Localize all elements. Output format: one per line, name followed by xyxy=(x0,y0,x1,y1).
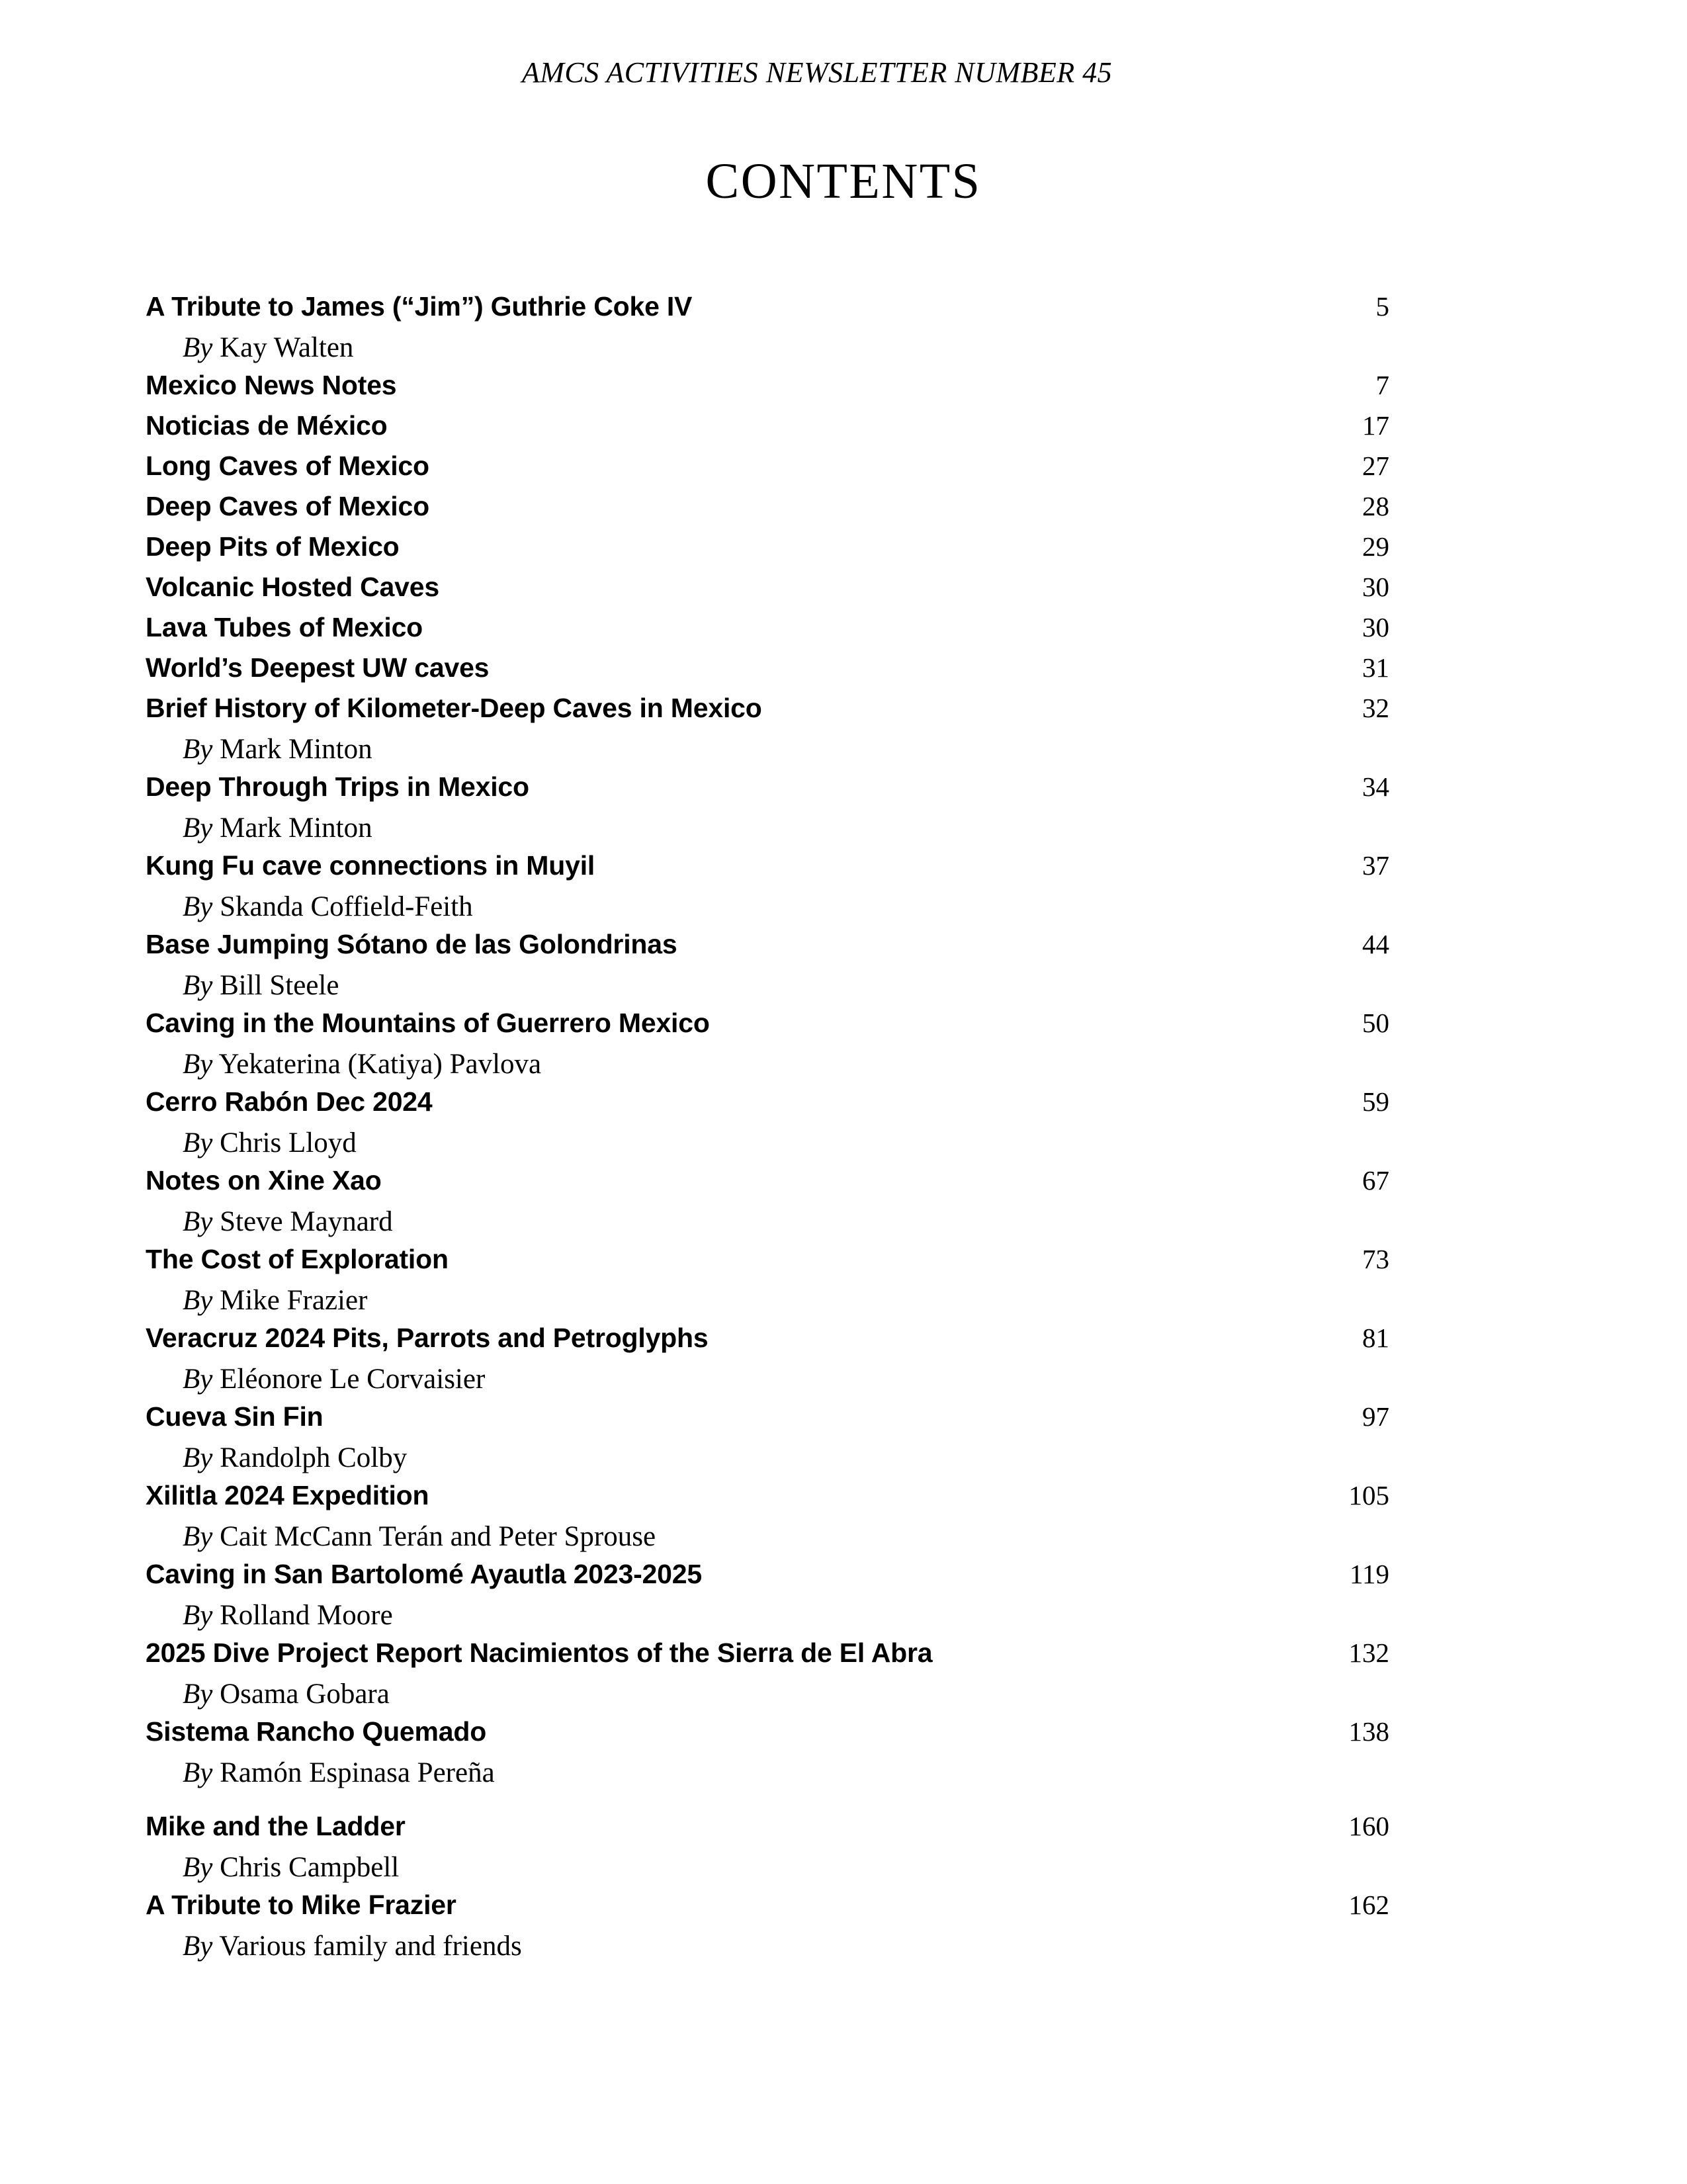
toc-entry-author xyxy=(183,891,473,924)
toc-entry-author-row xyxy=(146,1205,1403,1244)
toc-entry-row[interactable] xyxy=(146,572,1403,612)
toc-entry-title[interactable]: Base Jumping Sótano de las Golondrinas xyxy=(146,929,677,959)
toc-entry-author xyxy=(183,1363,485,1396)
toc-entry-page-number: 44 xyxy=(1362,929,1389,959)
toc-entry-page-number: 31 xyxy=(1362,652,1389,683)
by-label: By xyxy=(183,1442,213,1473)
toc-entry-author-row xyxy=(146,733,1403,771)
by-label: By xyxy=(183,1931,213,1962)
toc-entry-author-row xyxy=(146,891,1403,929)
by-label: By xyxy=(183,970,213,1001)
toc-entry[interactable] xyxy=(146,1559,1403,1638)
author-name: Cait McCann Terán and Peter Sprouse xyxy=(220,1521,656,1552)
by-label: By xyxy=(183,1364,213,1395)
toc-entry-row[interactable] xyxy=(146,1559,1403,1599)
author-name: Eléonore Le Corvaisier xyxy=(220,1364,486,1395)
toc-entry-page-number: 160 xyxy=(1348,1811,1389,1841)
toc-entry-author xyxy=(183,1599,393,1632)
author-name: Mark Minton xyxy=(220,812,372,844)
toc-entry-page-number: 73 xyxy=(1362,1244,1389,1274)
toc-entry-author-row xyxy=(146,1127,1403,1165)
toc-entry-author-row xyxy=(146,1442,1403,1480)
toc-entry-row[interactable] xyxy=(146,693,1403,733)
toc-entry-row[interactable] xyxy=(146,850,1403,891)
toc-entry-row[interactable] xyxy=(146,1401,1403,1442)
toc-entry-row[interactable] xyxy=(146,1811,1403,1851)
toc-entry-author-row xyxy=(146,1363,1403,1401)
toc-entry-author-row xyxy=(146,969,1403,1008)
author-name: Skanda Coffield-Feith xyxy=(220,891,473,922)
toc-entry-author-row xyxy=(146,331,1403,370)
toc-entry[interactable] xyxy=(146,531,1403,572)
toc-entry-row[interactable] xyxy=(146,291,1403,331)
toc-entry[interactable] xyxy=(146,1165,1403,1244)
toc-entry[interactable] xyxy=(146,291,1403,370)
author-name: Various family and friends xyxy=(219,1931,522,1962)
toc-entry-row[interactable] xyxy=(146,491,1403,531)
by-label: By xyxy=(183,1127,213,1158)
toc-entry-author xyxy=(183,1851,399,1884)
author-name: Ramón Espinasa Pereña xyxy=(220,1757,495,1788)
toc-entry-author-row xyxy=(146,1520,1403,1559)
toc-entry-author xyxy=(183,1678,390,1711)
toc-entry-title[interactable]: Lava Tubes of Mexico xyxy=(146,612,423,642)
author-name: Bill Steele xyxy=(220,970,339,1001)
toc-entry[interactable] xyxy=(146,1716,1403,1811)
toc-entry-author xyxy=(183,1757,495,1790)
toc-entry-page-number: 17 xyxy=(1362,410,1389,441)
toc-entry-author xyxy=(183,1930,522,1963)
author-name: Mike Frazier xyxy=(220,1285,368,1316)
author-name: Randolph Colby xyxy=(220,1442,408,1473)
toc-entry[interactable] xyxy=(146,1401,1403,1480)
page-title: CONTENTS xyxy=(705,153,982,209)
toc-entry-author xyxy=(183,812,372,845)
toc-entry-title[interactable]: Xilitla 2024 Expedition xyxy=(146,1480,429,1510)
author-name: Chris Campbell xyxy=(220,1852,400,1883)
toc-entry[interactable] xyxy=(146,491,1403,531)
toc-entry-page-number: 30 xyxy=(1362,612,1389,642)
author-name: Kay Walten xyxy=(220,332,354,363)
toc-entry-title[interactable]: Sistema Rancho Quemado xyxy=(146,1716,487,1747)
toc-entry-title[interactable]: Brief History of Kilometer-Deep Caves in Mexico xyxy=(146,693,762,723)
toc-entry-row[interactable] xyxy=(146,1890,1403,1930)
toc-entry-author xyxy=(183,1127,357,1160)
toc-entry[interactable] xyxy=(146,929,1403,1008)
toc-entry-row[interactable] xyxy=(146,929,1403,969)
toc-entry[interactable] xyxy=(146,1480,1403,1559)
by-label: By xyxy=(183,734,213,765)
by-label: By xyxy=(183,1679,213,1710)
toc-entry-page-number: 28 xyxy=(1362,491,1389,521)
author-name: Chris Lloyd xyxy=(220,1127,357,1158)
by-label: By xyxy=(183,812,213,844)
toc-entry-row[interactable] xyxy=(146,771,1403,812)
toc-entry-row[interactable] xyxy=(146,1086,1403,1127)
toc-entry-page-number: 119 xyxy=(1350,1559,1389,1589)
toc-entry[interactable] xyxy=(146,612,1403,652)
toc-entry-title[interactable]: Deep Caves of Mexico xyxy=(146,491,429,521)
toc-entry-title[interactable]: Cerro Rabón Dec 2024 xyxy=(146,1086,433,1117)
toc-entry-row[interactable] xyxy=(146,652,1403,693)
toc-entry-title[interactable]: A Tribute to James (“Jim”) Guthrie Coke IV xyxy=(146,291,693,322)
toc-entry-title[interactable]: Kung Fu cave connections in Muyil xyxy=(146,850,595,881)
toc-entry-page-number: 59 xyxy=(1362,1086,1389,1117)
toc-entry-page-number: 105 xyxy=(1348,1480,1389,1510)
toc-entry-author-row xyxy=(146,1851,1403,1890)
toc-entry-title[interactable]: Veracruz 2024 Pits, Parrots and Petroglyphs xyxy=(146,1323,709,1353)
toc-entry-title[interactable]: Cueva Sin Fin xyxy=(146,1401,324,1432)
toc-entry-row[interactable] xyxy=(146,1244,1403,1284)
toc-entry-author-row xyxy=(146,1930,1403,1968)
by-label: By xyxy=(183,1206,213,1237)
toc-entry-row[interactable] xyxy=(146,1323,1403,1363)
toc-entry-author xyxy=(183,1205,393,1239)
table-of-contents xyxy=(146,291,1403,1968)
by-label: By xyxy=(183,332,213,363)
toc-entry-title[interactable]: Mike and the Ladder xyxy=(146,1811,406,1841)
toc-entry[interactable] xyxy=(146,572,1403,612)
by-label: By xyxy=(183,1600,213,1631)
toc-entry-page-number: 5 xyxy=(1375,291,1389,322)
toc-entry-row[interactable] xyxy=(146,1638,1403,1678)
author-name: Yekaterina (Katiya) Pavlova xyxy=(218,1049,542,1080)
toc-entry-author-row xyxy=(146,1678,1403,1716)
toc-entry[interactable] xyxy=(146,771,1403,850)
author-name: Osama Gobara xyxy=(220,1679,390,1710)
toc-entry-author-row xyxy=(146,1048,1403,1086)
toc-entry-row[interactable] xyxy=(146,1716,1403,1757)
by-label: By xyxy=(183,1049,213,1080)
toc-entry-title[interactable]: Noticias de México xyxy=(146,410,388,441)
author-name: Steve Maynard xyxy=(220,1206,393,1237)
toc-entry[interactable] xyxy=(146,1244,1403,1323)
toc-entry-author-row xyxy=(146,1599,1403,1638)
toc-entry-author xyxy=(183,331,353,365)
toc-entry-author-row xyxy=(146,812,1403,850)
toc-entry-author xyxy=(183,1048,541,1081)
toc-entry-title[interactable]: 2025 Dive Project Report Nacimientos of the Sierra de El Abra xyxy=(146,1638,933,1668)
toc-entry-page-number: 37 xyxy=(1362,850,1389,881)
toc-entry-title[interactable]: Deep Through Trips in Mexico xyxy=(146,771,529,802)
toc-entry-title[interactable]: Notes on Xine Xao xyxy=(146,1165,382,1196)
toc-entry-page-number: 97 xyxy=(1362,1401,1389,1432)
toc-entry-page-number: 67 xyxy=(1362,1165,1389,1196)
toc-entry-title[interactable]: The Cost of Exploration xyxy=(146,1244,449,1274)
toc-entry[interactable] xyxy=(146,652,1403,693)
toc-entry-author xyxy=(183,1520,656,1553)
toc-entry-row[interactable] xyxy=(146,531,1403,572)
toc-entry-page-number: 32 xyxy=(1362,693,1389,723)
toc-entry-page-number: 138 xyxy=(1348,1716,1389,1747)
toc-entry-author-row xyxy=(146,1757,1403,1811)
toc-entry[interactable] xyxy=(146,410,1403,451)
toc-entry-title[interactable]: Volcanic Hosted Caves xyxy=(146,572,439,602)
toc-entry-page-number: 27 xyxy=(1362,451,1389,481)
by-label: By xyxy=(183,1852,213,1883)
by-label: By xyxy=(183,1285,213,1316)
toc-entry-page-number: 50 xyxy=(1362,1008,1389,1038)
toc-entry-row[interactable] xyxy=(146,1165,1403,1205)
toc-entry-page-number: 132 xyxy=(1348,1638,1389,1668)
toc-entry-row[interactable] xyxy=(146,370,1403,410)
toc-entry[interactable] xyxy=(146,451,1403,491)
author-name: Mark Minton xyxy=(220,734,372,765)
toc-entry-title[interactable]: Mexico News Notes xyxy=(146,370,397,400)
toc-entry-row[interactable] xyxy=(146,1480,1403,1520)
toc-entry[interactable] xyxy=(146,693,1403,771)
toc-entry-title[interactable]: Deep Pits of Mexico xyxy=(146,531,400,562)
toc-entry-row[interactable] xyxy=(146,1008,1403,1048)
toc-entry[interactable] xyxy=(146,1811,1403,1890)
running-head: AMCS ACTIVITIES NEWSLETTER NUMBER 45 xyxy=(521,56,1113,89)
toc-entry[interactable] xyxy=(146,1008,1403,1086)
toc-entry-page-number: 7 xyxy=(1375,370,1389,400)
toc-entry-author xyxy=(183,969,339,1002)
toc-entry-title[interactable]: Caving in San Bartolomé Ayautla 2023-2025 xyxy=(146,1559,702,1589)
author-name: Rolland Moore xyxy=(220,1600,393,1631)
toc-entry-page-number: 30 xyxy=(1362,572,1389,602)
by-label: By xyxy=(183,1757,213,1788)
toc-entry-row[interactable] xyxy=(146,410,1403,451)
toc-entry[interactable] xyxy=(146,850,1403,929)
toc-entry-page-number: 81 xyxy=(1362,1323,1389,1353)
by-label: By xyxy=(183,1521,213,1552)
toc-entry[interactable] xyxy=(146,1086,1403,1165)
toc-entry-title[interactable]: Caving in the Mountains of Guerrero Mexico xyxy=(146,1008,710,1038)
toc-entry[interactable] xyxy=(146,1323,1403,1401)
toc-entry-row[interactable] xyxy=(146,612,1403,652)
by-label: By xyxy=(183,891,213,922)
toc-entry-row[interactable] xyxy=(146,451,1403,491)
toc-entry[interactable] xyxy=(146,1638,1403,1716)
toc-entry[interactable] xyxy=(146,1890,1403,1968)
toc-entry-page-number: 162 xyxy=(1348,1890,1389,1920)
toc-entry-title[interactable]: A Tribute to Mike Frazier xyxy=(146,1890,456,1920)
toc-entry-title[interactable]: World’s Deepest UW caves xyxy=(146,652,490,683)
toc-entry-title[interactable]: Long Caves of Mexico xyxy=(146,451,429,481)
toc-entry-author-row xyxy=(146,1284,1403,1323)
toc-entry-page-number: 29 xyxy=(1362,531,1389,562)
toc-entry-author xyxy=(183,1284,367,1317)
toc-entry-page-number: 34 xyxy=(1362,771,1389,802)
toc-entry-author xyxy=(183,1442,407,1475)
toc-entry-author xyxy=(183,733,372,766)
toc-entry[interactable] xyxy=(146,370,1403,410)
